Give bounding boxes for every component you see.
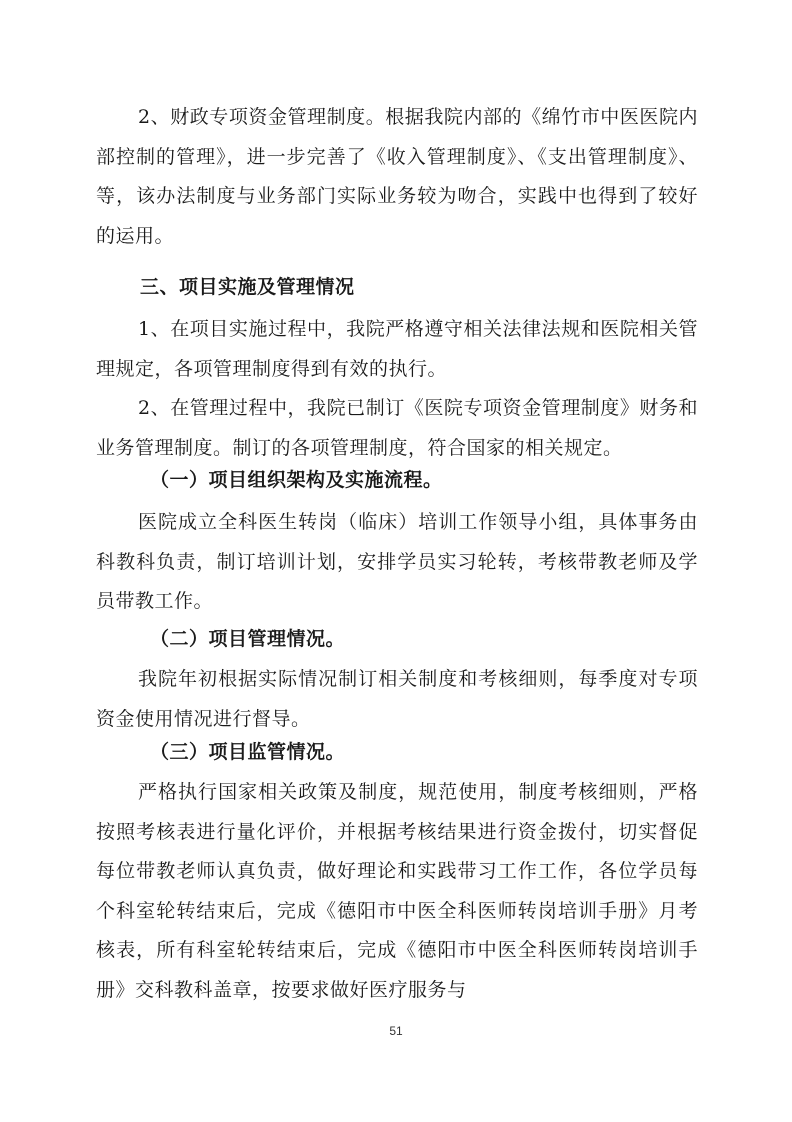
paragraph-project-management: 我院年初根据实际情况制订相关制度和考核细则，每季度对专项资金使用情况进行督导。	[96, 668, 698, 730]
paragraph-fiscal-fund-system: 2、财政专项资金管理制度。根据我院内部的《绵竹市中医医院内部控制的管理》，进一步完善了《收入管理制度》、《支出管理制度》、等，该办法制度与业务部门实际业务较为吻合，实践中也得到了较好的运用。	[96, 106, 698, 247]
paragraph-management-process: 2、在管理过程中，我院已制订《医院专项资金管理制度》财务和业务管理制度。制订的各项管理制度，符合国家的相关规定。	[96, 397, 698, 459]
paragraph-organization-structure: 医院成立全科医生转岗（临床）培训工作领导小组，具体事务由科教科负责，制订培训计划，安排学员实习轮转，考核带教老师及学员带教工作。	[96, 511, 698, 612]
section-heading-project-implementation: 三、项目实施及管理情况	[140, 276, 355, 298]
paragraph-implementation-compliance: 1、在项目实施过程中，我院严格遵守相关法律法规和医院相关管理规定，各项管理制度得到有效的执行。	[96, 318, 698, 380]
subheading-project-management: （二）项目管理情况。	[150, 628, 346, 650]
subheading-organization-structure: （一）项目组织架构及实施流程。	[150, 469, 443, 491]
page-number: 51	[389, 1024, 403, 1038]
paragraph-project-supervision: 严格执行国家相关政策及制度，规范使用，制度考核细则，严格按照考核表进行量化评价，并根据考核结果进行资金拨付，切实督促每位带教老师认真负责，做好理论和实践带习工作工作，各位学员每个科室轮转结束后，完成《德阳市中医全科医师转岗培训手册》月考核表，所有科室轮转结束后，完成《德阳市中医全科医师转岗培训手册》交科教科盖章，按要求做好医疗服务与	[96, 781, 698, 1001]
subheading-project-supervision: （三）项目监管情况。	[150, 741, 346, 763]
